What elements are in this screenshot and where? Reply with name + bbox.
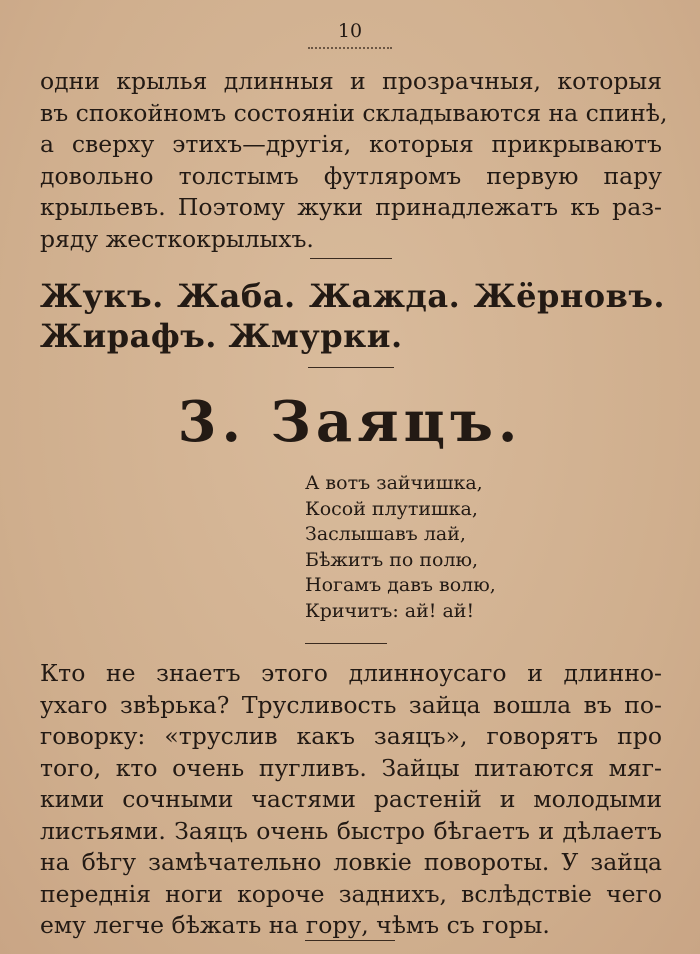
paragraph-beetles	[40, 66, 668, 255]
word-list-line: Жирафъ. Жмурки.	[40, 317, 403, 355]
text-line: ухаго звѣрька? Трусливость зайца вошла въ по-	[40, 690, 662, 719]
section-divider	[310, 258, 392, 259]
page-number: 10	[337, 20, 363, 42]
text-line: одни крылья длинныя и прозрачныя, которыя	[40, 67, 662, 95]
text-line: листьями. Заяцъ очень быстро бѣгаетъ и дѣлаетъ	[40, 816, 662, 845]
text-line: а сверху этихъ—другiя, которыя прикрываютъ	[40, 130, 662, 158]
text-line: довольно толстымъ футляромъ первую пару	[40, 161, 662, 190]
text-line: ряду жесткокрылыхъ.	[40, 224, 314, 253]
section-heading: 3. Заяцъ.	[177, 389, 523, 455]
text-line: переднiя ноги короче заднихъ, вслѣдствiе чего	[40, 879, 662, 908]
poem-line: Бѣжитъ по полю,	[305, 548, 479, 571]
section-divider	[308, 367, 394, 368]
text-line: того, кто очень пугливъ. Зайцы питаются мяг-	[40, 753, 662, 782]
poem-line: Ногамъ давъ волю,	[305, 574, 496, 596]
text-line: на бѣгу замѣчательно ловкiе повороты. У зайца	[40, 848, 662, 876]
page-number-ornament	[308, 47, 392, 49]
text-line: Кто не знаетъ этого длинноусаго и длинно-	[40, 659, 662, 687]
poem-line: А вотъ зайчишка,	[305, 472, 483, 494]
word-list	[40, 276, 665, 356]
word-list-line: Жукъ. Жаба. Жажда. Жёрновъ.	[40, 277, 665, 315]
text-line: говорку: «труслив какъ заяцъ», говорятъ про	[40, 722, 662, 750]
text-line: въ спокойномъ состоянiи складываются на спинѣ,	[40, 98, 668, 127]
text-line: кими сочными частями растенiй и молодыми	[40, 785, 662, 813]
poem	[305, 471, 565, 624]
poem-line: Косой плутишка,	[305, 497, 478, 520]
text-line: ему легче бѣжать на гору, чѣмъ съ горы.	[40, 911, 550, 939]
section-divider	[305, 643, 387, 644]
poem-line: Кричитъ: ай! ай!	[305, 599, 475, 622]
poem-line: Заслышавъ лай,	[305, 523, 466, 545]
text-line: крыльевъ. Поэтому жуки принадлежатъ къ раз-	[40, 193, 662, 221]
paragraph-hare	[40, 658, 662, 942]
section-divider	[305, 940, 395, 941]
